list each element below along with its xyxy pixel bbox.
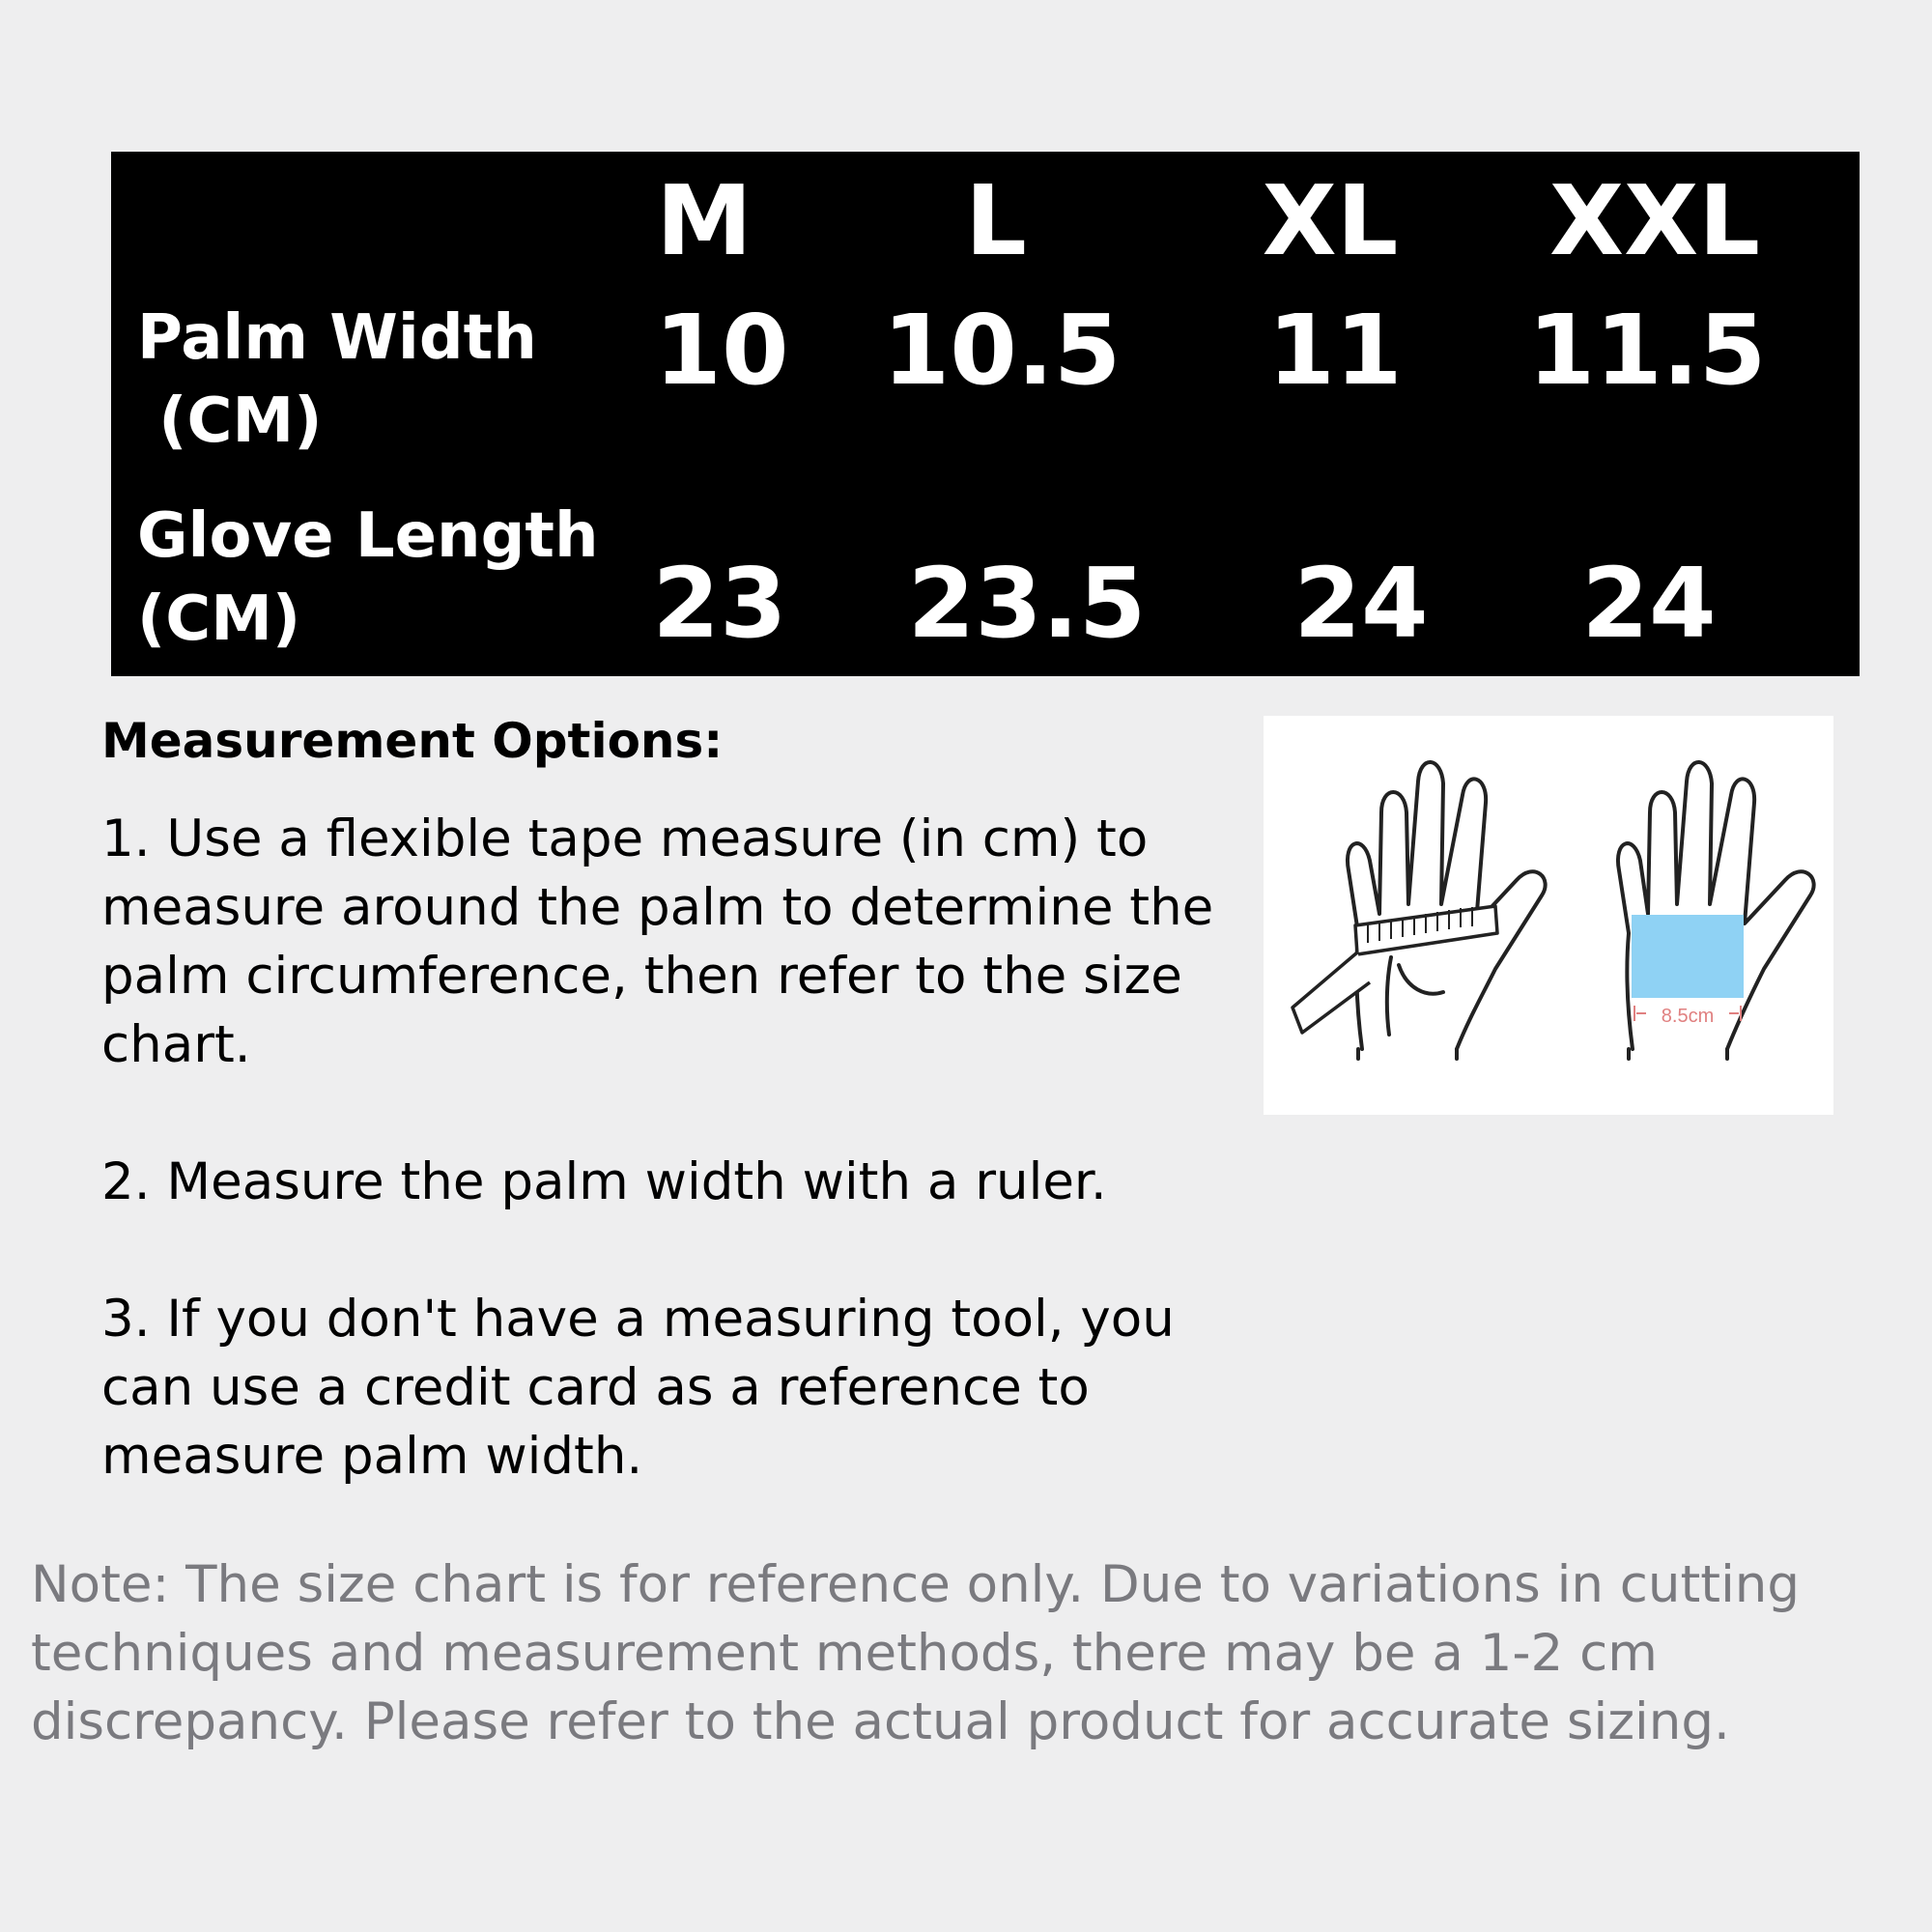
row-label-glove-length: Glove Length (CM)	[137, 500, 599, 655]
instruction-item: 2. Measure the palm width with a ruler.	[101, 1152, 1107, 1211]
hand-measurement-illustration	[1264, 716, 1833, 1115]
measurement-options-heading: Measurement Options:	[101, 713, 724, 769]
palm-width-value-m: 10	[654, 294, 789, 407]
palm-width-value-xl: 11	[1267, 294, 1403, 407]
size-header-m: M	[656, 164, 753, 277]
palm-width-value-xxl: 11.5	[1527, 294, 1767, 407]
glove-length-value-m: 23	[652, 547, 787, 660]
instruction-item: 1. Use a flexible tape measure (in cm) to measure around the palm to determine the palm circumference, then refer to the size chart.	[101, 810, 1214, 1074]
glove-length-value-l: 23.5	[907, 547, 1147, 660]
row-label-palm-width: Palm Width (CM)	[137, 302, 537, 457]
disclaimer-note: Note: The size chart is for reference only. Due to variations in cutting techniques and measurement methods, there may be a 1-2 cm discrepancy. Please refer to the actual product for accurate sizing.	[31, 1555, 1801, 1751]
tape-measure-icon	[1293, 906, 1497, 1033]
hand-with-tape-icon	[1348, 762, 1546, 1059]
size-table	[111, 152, 1860, 676]
credit-card-icon	[1633, 916, 1743, 997]
glove-length-value-xxl: 24	[1581, 547, 1717, 660]
palm-width-value-l: 10.5	[882, 294, 1122, 407]
size-header-l: L	[965, 164, 1027, 277]
instruction-item: 3. If you don't have a measuring tool, you can use a credit card as a reference to measure palm width.	[101, 1290, 1175, 1486]
size-header-xl: XL	[1262, 164, 1399, 277]
glove-length-value-xl: 24	[1293, 547, 1429, 660]
measure-label: 8.5cm	[1661, 1006, 1715, 1027]
size-header-xxl: XXL	[1549, 164, 1760, 277]
hand-with-card-icon	[1618, 762, 1814, 1059]
